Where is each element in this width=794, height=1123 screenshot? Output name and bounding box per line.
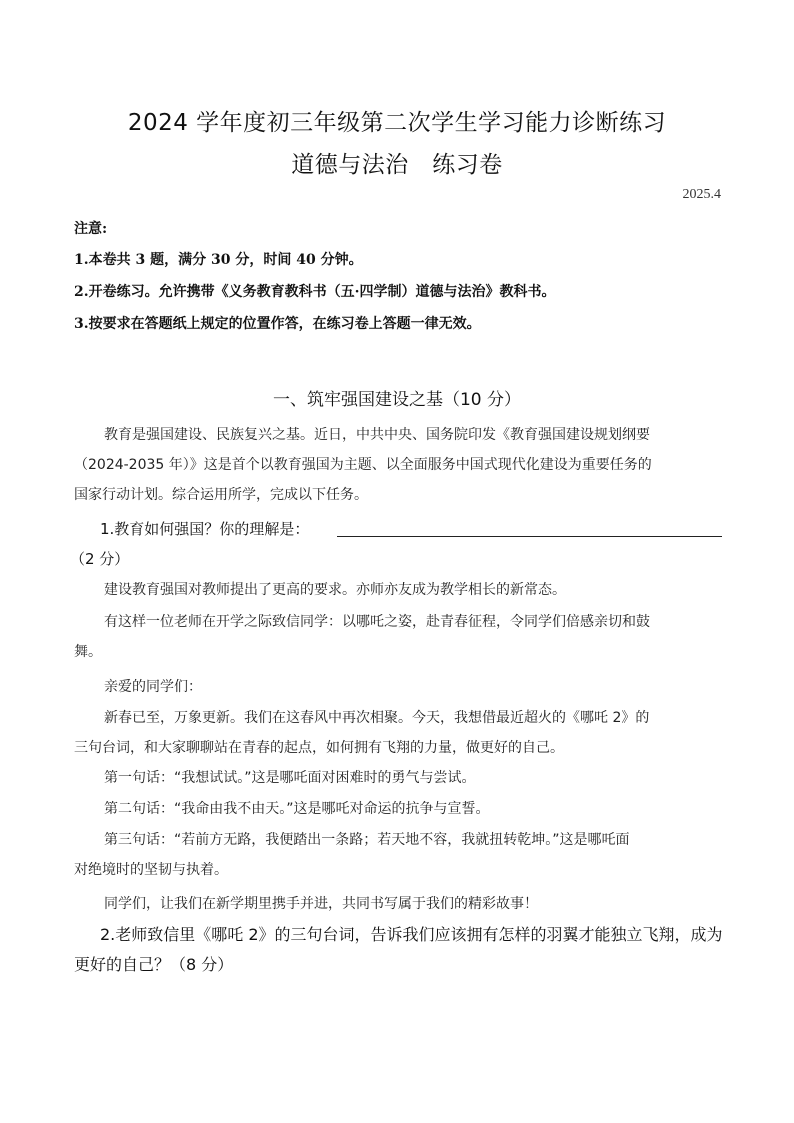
notice-item-1: 1.本卷共 3 题，满分 30 分，时间 40 分钟。 [74,252,363,268]
paragraph-line: 第一句话：“我想试试。”这是哪吒面对困难时的勇气与尝试。 [104,770,476,786]
paragraph-line: 第二句话：“我命由我不由天。”这是哪吒对命运的抗争与宣誓。 [104,801,490,817]
letter-quote-3 [74,825,722,885]
paragraph-line: 同学们，让我们在新学期里携手并进，共同书写属于我们的精彩故事！ [104,896,538,912]
letter-closing [74,889,722,919]
question-2-line: 更好的自己？（8 分） [74,955,234,974]
exam-date: 2025.4 [682,187,721,202]
notice-item-3: 3.按要求在答题纸上规定的位置作答，在练习卷上答题一律无效。 [74,316,481,332]
section-heading: 一、筑牢强国建设之基（10 分） [272,390,522,410]
paragraph-line: 亲爱的同学们： [104,679,202,695]
paragraph-line: 新春已至，万象更新。我们在这春风中再次相聚。今天，我想借最近超火的《哪吒 2》的 [104,710,650,726]
question-1-score: （2 分） [70,550,130,568]
paragraph-line: 有这样一位老师在开学之际致信同学：以哪吒之姿，赴青春征程，令同学们倍感亲切和鼓 [104,614,650,630]
letter-paragraph-1 [74,703,722,763]
notice-item-2: 2.开卷练习。允许携带《义务教育教科书（五·四学制）道德与法治》教科书。 [74,284,556,300]
teacher-paragraph [74,575,722,605]
letter-quote-2 [74,794,722,824]
intro-paragraph [74,420,722,510]
paragraph-line: 第三句话：“若前方无路，我便踏出一条路；若天地不容，我就扭转乾坤。”这是哪吒面 [104,832,630,848]
paragraph-line: 舞。 [74,644,102,660]
letter-quote-1 [74,763,722,793]
exam-subtitle: 道德与法治 练习卷 [291,152,503,178]
intro-line: 教育是强国建设、民族复兴之基。近日，中共中央、国务院印发《教育强国建设规划纲要 [104,427,650,443]
intro-line: 国家行动计划。综合运用所学，完成以下任务。 [74,487,368,503]
paragraph-line: 建设教育强国对教师提出了更高的要求。亦师亦友成为教学相长的新常态。 [104,582,566,598]
question-2 [74,920,722,980]
notice-heading: 注意: [74,221,108,237]
intro-line: （2024-2035 年）》这是首个以教育强国为主题、以全面服务中国式现代化建设为重要任务的 [74,457,652,473]
answer-line[interactable] [337,536,722,537]
question-1-text: 1.教育如何强国？你的理解是： [100,520,310,538]
letter-intro-paragraph [74,607,722,667]
letter-greeting [74,672,722,702]
question-2-line: 2.老师致信里《哪吒 2》的三句台词，告诉我们应该拥有怎样的羽翼才能独立飞翔，成为 [100,925,723,944]
paragraph-line: 三句台词，和大家聊聊站在青春的起点，如何拥有飞翔的力量，做更好的自己。 [74,740,564,756]
paragraph-line: 对绝境时的坚韧与执着。 [74,862,228,878]
exam-title: 2024 学年度初三年级第二次学生学习能力诊断练习 [127,110,667,136]
